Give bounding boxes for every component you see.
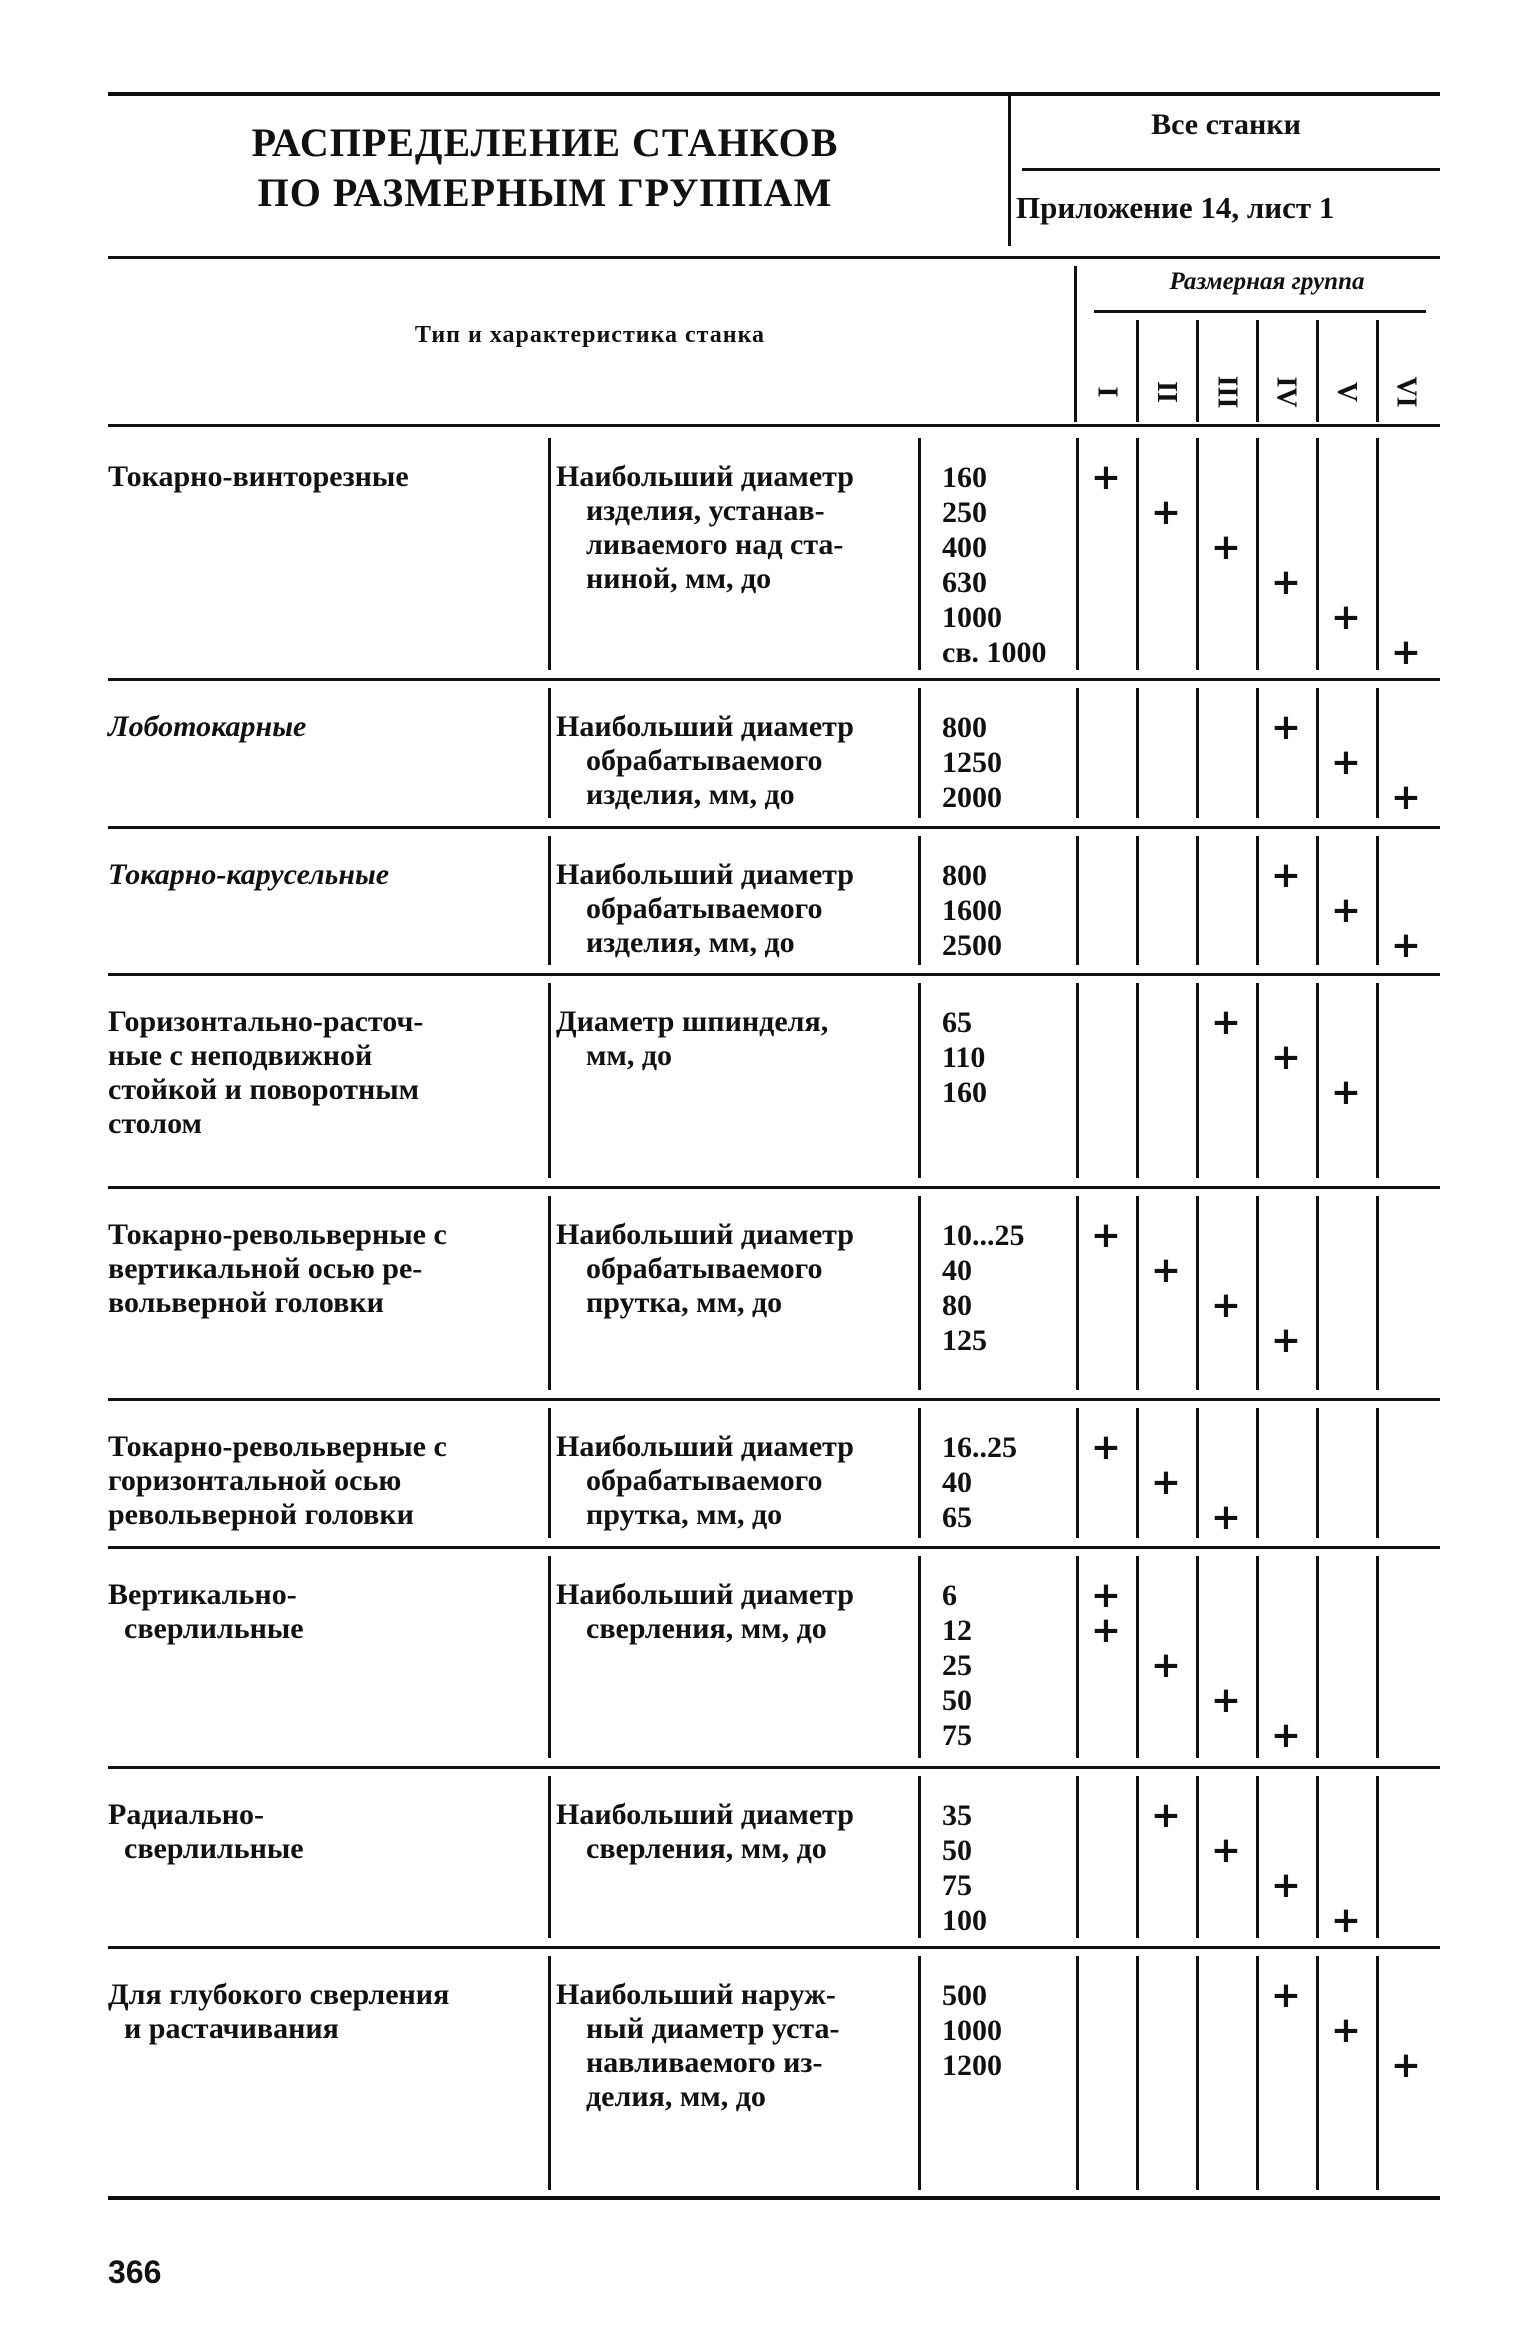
plus-mark: + [1210, 1497, 1242, 1538]
column-divider [1076, 1956, 1079, 2190]
machine-type-line: Вертикально- [108, 1578, 297, 1611]
characteristic-line: Наибольший диаметр [556, 1430, 854, 1463]
values-column [942, 1430, 1072, 1535]
column-divider [1316, 1408, 1319, 1538]
column-divider [1136, 836, 1139, 965]
machine-type-line: револьверной головки [108, 1498, 414, 1531]
table-row [0, 1400, 1540, 1544]
column-divider [1076, 983, 1079, 1178]
machine-type [108, 1430, 538, 1532]
column-divider [918, 1408, 921, 1538]
row-separator [108, 1186, 1440, 1189]
value-cell: 1000 [942, 2014, 1002, 2047]
machine-type-line: вертикальной осью ре- [108, 1252, 423, 1285]
value-cell: 75 [942, 1869, 972, 1902]
plus-mark: + [1210, 527, 1242, 568]
characteristic-line: изделия, устанав- [586, 494, 825, 527]
plus-mark: + [1270, 1037, 1302, 1078]
machine-type-line: Токарно-винторезные [108, 460, 409, 493]
plus-mark: + [1210, 1285, 1242, 1326]
column-divider [548, 1556, 551, 1758]
row-separator [108, 1946, 1440, 1949]
characteristic-line: изделия, мм, до [586, 926, 795, 959]
values-column [942, 1005, 1072, 1110]
column-divider [1136, 688, 1139, 818]
column-divider [918, 836, 921, 965]
group-header-divider [1136, 320, 1139, 422]
characteristic [556, 1578, 906, 1646]
plus-mark: + [1210, 1680, 1242, 1721]
characteristic [556, 460, 906, 596]
table-row [0, 1188, 1540, 1396]
plus-mark: + [1270, 707, 1302, 748]
group-header-divider [1256, 320, 1259, 422]
machine-type-line: Токарно-карусельные [108, 858, 390, 891]
plus-mark: + [1390, 777, 1422, 818]
page-number: 366 [108, 2254, 162, 2290]
size-group-header: Размерная группа [1169, 268, 1365, 295]
values-column [942, 460, 1072, 670]
characteristic-line: Наибольший диаметр [556, 710, 854, 743]
characteristic-line: мм, до [586, 1039, 673, 1072]
value-cell: 12 [942, 1614, 972, 1647]
value-cell: 500 [942, 1979, 987, 2012]
plus-mark: + [1270, 855, 1302, 896]
column-divider [1076, 1408, 1079, 1538]
value-cell: 50 [942, 1684, 972, 1717]
column-divider [1136, 1196, 1139, 1390]
title-line-1: РАСПРЕДЕЛЕНИЕ СТАНКОВ [251, 120, 839, 165]
characteristic-line: навливаемого из- [586, 2046, 823, 2079]
machine-type-line: столом [108, 1107, 202, 1140]
value-cell: 1250 [942, 746, 1002, 779]
column-divider [1076, 836, 1079, 965]
value-cell: 630 [942, 566, 987, 599]
column-divider [1256, 983, 1259, 1178]
column-divider [548, 1776, 551, 1938]
characteristic-line: обрабатываемого [586, 744, 823, 777]
group-header-underline [1094, 310, 1426, 313]
plus-mark: + [1390, 2045, 1422, 2086]
plus-mark: + [1090, 1427, 1122, 1468]
column-divider [548, 1956, 551, 2190]
plus-mark: + [1090, 457, 1122, 498]
column-divider [918, 983, 921, 1178]
value-cell: 75 [942, 1719, 972, 1752]
machine-type [108, 1978, 538, 2046]
column-divider [1196, 1956, 1199, 2190]
value-cell: 800 [942, 711, 987, 744]
table-row [0, 680, 1540, 824]
group-header-divider [1196, 320, 1199, 422]
machine-type-line: горизонтальной осью [108, 1464, 402, 1497]
column-type-header: Тип и характеристика станка [414, 322, 766, 348]
column-divider [1376, 1776, 1379, 1938]
header-bottom-rule [108, 424, 1440, 427]
value-cell: 1000 [942, 601, 1002, 634]
row-separator [108, 1766, 1440, 1769]
plus-mark: + [1330, 1900, 1362, 1941]
column-divider [1196, 836, 1199, 965]
characteristic [556, 858, 906, 960]
all-machines-label: Все станки [1151, 108, 1301, 141]
characteristic-line: Наибольший наруж- [556, 1978, 836, 2011]
machine-type-line: Токарно-револьверные с [108, 1430, 447, 1463]
plus-mark: + [1150, 1795, 1182, 1836]
machine-type-line: и растачивания [124, 2012, 339, 2045]
characteristic-line: ниной, мм, до [586, 562, 772, 595]
machine-type [108, 1005, 538, 1141]
machine-type-line: Горизонтально-расточ- [108, 1005, 424, 1038]
top-rule [108, 92, 1440, 96]
plus-mark: + [1330, 1072, 1362, 1113]
characteristic-line: Наибольший диаметр [556, 460, 854, 493]
column-divider [1136, 1956, 1139, 2190]
machine-type-line: вольверной головки [108, 1286, 384, 1319]
value-cell: 50 [942, 1834, 972, 1867]
group-header-divider [1376, 320, 1379, 422]
machine-type-line: стойкой и поворотным [108, 1073, 420, 1106]
characteristic-line: прутка, мм, до [586, 1286, 783, 1319]
column-divider [1376, 1196, 1379, 1390]
characteristic [556, 1798, 906, 1866]
column-divider [918, 1196, 921, 1390]
plus-mark: + [1150, 1645, 1182, 1686]
plus-mark: + [1210, 1002, 1242, 1043]
characteristic-line: изделия, мм, до [586, 778, 795, 811]
value-cell: 40 [942, 1254, 972, 1287]
value-cell: 16..25 [942, 1431, 1017, 1464]
column-divider [1316, 1556, 1319, 1758]
value-cell: 800 [942, 859, 987, 892]
column-divider [918, 688, 921, 818]
column-divider [1136, 983, 1139, 1178]
characteristic-line: сверления, мм, до [586, 1612, 827, 1645]
machine-type [108, 1578, 538, 1646]
row-separator [108, 973, 1440, 976]
characteristic-line: ный диаметр уста- [586, 2012, 840, 2045]
machine-type-line: сверлильные [124, 1612, 304, 1645]
table-row [0, 975, 1540, 1184]
values-column [942, 858, 1072, 963]
column-divider [548, 1408, 551, 1538]
characteristic-line: сверления, мм, до [586, 1832, 827, 1865]
column-divider [548, 688, 551, 818]
table-row [0, 430, 1540, 676]
plus-mark: + [1090, 1215, 1122, 1256]
machine-type-line: ные с неподвижной [108, 1039, 373, 1072]
group-number-5 [1316, 362, 1376, 422]
value-cell: 40 [942, 1466, 972, 1499]
column-divider [918, 1956, 921, 2190]
column-divider [1076, 688, 1079, 818]
column-divider [1376, 1556, 1379, 1758]
value-cell: 400 [942, 531, 987, 564]
value-cell: 25 [942, 1649, 972, 1682]
value-cell: 160 [942, 461, 987, 494]
column-divider [1136, 438, 1139, 670]
characteristic-line: Наибольший диаметр [556, 1218, 854, 1251]
group-number-label: II [1150, 381, 1182, 403]
characteristic [556, 1218, 906, 1320]
machine-type-line: Токарно-револьверные с [108, 1218, 447, 1251]
value-cell: 80 [942, 1289, 972, 1322]
plus-mark: + [1090, 1610, 1122, 1651]
characteristic [556, 1978, 906, 2114]
characteristic-line: обрабатываемого [586, 1252, 823, 1285]
plus-mark: + [1270, 562, 1302, 603]
value-cell: 65 [942, 1006, 972, 1039]
values-column [942, 1978, 1072, 2083]
value-cell: 250 [942, 496, 987, 529]
machine-type-line: Лоботокарные [108, 710, 307, 743]
header-divider-vertical [1008, 96, 1011, 246]
column-divider [918, 438, 921, 670]
plus-mark: + [1090, 1575, 1122, 1616]
column-divider [1376, 983, 1379, 1178]
column-divider [1256, 1408, 1259, 1538]
table-row [0, 1548, 1540, 1764]
plus-mark: + [1150, 1462, 1182, 1503]
value-cell: 100 [942, 1904, 987, 1937]
column-divider [1376, 1408, 1379, 1538]
row-separator [108, 1546, 1440, 1549]
group-number-label: VI [1391, 376, 1422, 408]
machine-type-line: сверлильные [124, 1832, 304, 1865]
plus-mark: + [1210, 1830, 1242, 1871]
column-divider [1256, 1196, 1259, 1390]
group-number-3 [1196, 362, 1256, 422]
characteristic [556, 1430, 906, 1532]
plus-mark: + [1330, 890, 1362, 931]
characteristic-line: прутка, мм, до [586, 1498, 783, 1531]
column-divider [1196, 1556, 1199, 1758]
column-divider [1316, 1196, 1319, 1390]
plus-mark: + [1390, 925, 1422, 966]
plus-mark: + [1270, 1975, 1302, 2016]
table-row [0, 1948, 1540, 2196]
characteristic-line: Наибольший диаметр [556, 1798, 854, 1831]
machine-type-line: Радиально- [108, 1798, 265, 1831]
value-cell: 65 [942, 1501, 972, 1534]
page-title [110, 118, 980, 218]
plus-mark: + [1270, 1865, 1302, 1906]
value-cell: 1200 [942, 2049, 1002, 2082]
value-cell: 1600 [942, 894, 1002, 927]
machine-type [108, 710, 538, 744]
group-number-label: IV [1271, 376, 1302, 408]
group-header-divider [1316, 320, 1319, 422]
column-divider [1076, 1776, 1079, 1938]
characteristic-line: обрабатываемого [586, 892, 823, 925]
group-number-label: III [1210, 375, 1242, 409]
characteristic-line: ливаемого над ста- [586, 528, 844, 561]
plus-mark: + [1150, 1250, 1182, 1291]
values-column [942, 1218, 1072, 1358]
machine-type [108, 1218, 538, 1320]
characteristic-line: Наибольший диаметр [556, 858, 854, 891]
plus-mark: + [1330, 597, 1362, 638]
column-divider [1256, 836, 1259, 965]
row-separator [108, 1398, 1440, 1401]
group-number-label: I [1091, 386, 1122, 398]
values-column [942, 1578, 1072, 1753]
characteristic-line: обрабатываемого [586, 1464, 823, 1497]
characteristic-line: Диаметр шпинделя, [556, 1005, 829, 1038]
group-number-1 [1076, 362, 1136, 422]
bottom-rule [108, 2196, 1440, 2200]
column-divider [548, 438, 551, 670]
group-number-4 [1256, 362, 1316, 422]
group-number-2 [1136, 362, 1196, 422]
characteristic-line: Наибольший диаметр [556, 1578, 854, 1611]
value-cell: 6 [942, 1579, 957, 1612]
row-separator [108, 678, 1440, 681]
column-divider [548, 1196, 551, 1390]
column-divider [1256, 1776, 1259, 1938]
column-divider [548, 983, 551, 1178]
row-separator [108, 826, 1440, 829]
plus-mark: + [1270, 1715, 1302, 1756]
value-cell: 10...25 [942, 1219, 1025, 1252]
characteristic [556, 710, 906, 812]
values-column [942, 710, 1072, 815]
machine-type-line: Для глубокого сверления [108, 1978, 450, 2011]
machine-type [108, 858, 538, 892]
group-number-6 [1376, 362, 1436, 422]
table-top-rule [108, 256, 1440, 259]
plus-mark: + [1270, 1320, 1302, 1361]
column-divider [918, 1776, 921, 1938]
plus-mark: + [1150, 492, 1182, 533]
column-divider [1256, 438, 1259, 670]
group-number-label: V [1330, 381, 1362, 403]
values-column [942, 1798, 1072, 1938]
column-divider [1196, 688, 1199, 818]
column-divider [918, 1556, 921, 1758]
machine-type [108, 460, 538, 494]
column-divider [1316, 1956, 1319, 2190]
value-cell: 2000 [942, 781, 1002, 814]
value-cell: 110 [942, 1041, 986, 1074]
plus-mark: + [1330, 2010, 1362, 2051]
plus-mark: + [1330, 742, 1362, 783]
value-cell: св. 1000 [942, 636, 1047, 669]
column-divider [1256, 688, 1259, 818]
characteristic-line: делия, мм, до [586, 2080, 766, 2113]
plus-mark: + [1390, 632, 1422, 673]
header-divider-horizontal [1022, 168, 1440, 171]
table-row [0, 828, 1540, 971]
machine-type [108, 1798, 538, 1866]
appendix-label: Приложение 14, лист 1 [1016, 190, 1335, 225]
value-cell: 125 [942, 1324, 987, 1357]
value-cell: 35 [942, 1799, 972, 1832]
value-cell: 2500 [942, 929, 1002, 962]
table-row [0, 1768, 1540, 1944]
column-divider [548, 836, 551, 965]
value-cell: 160 [942, 1076, 987, 1109]
characteristic [556, 1005, 906, 1073]
title-line-2: ПО РАЗМЕРНЫМ ГРУППАМ [257, 170, 833, 215]
